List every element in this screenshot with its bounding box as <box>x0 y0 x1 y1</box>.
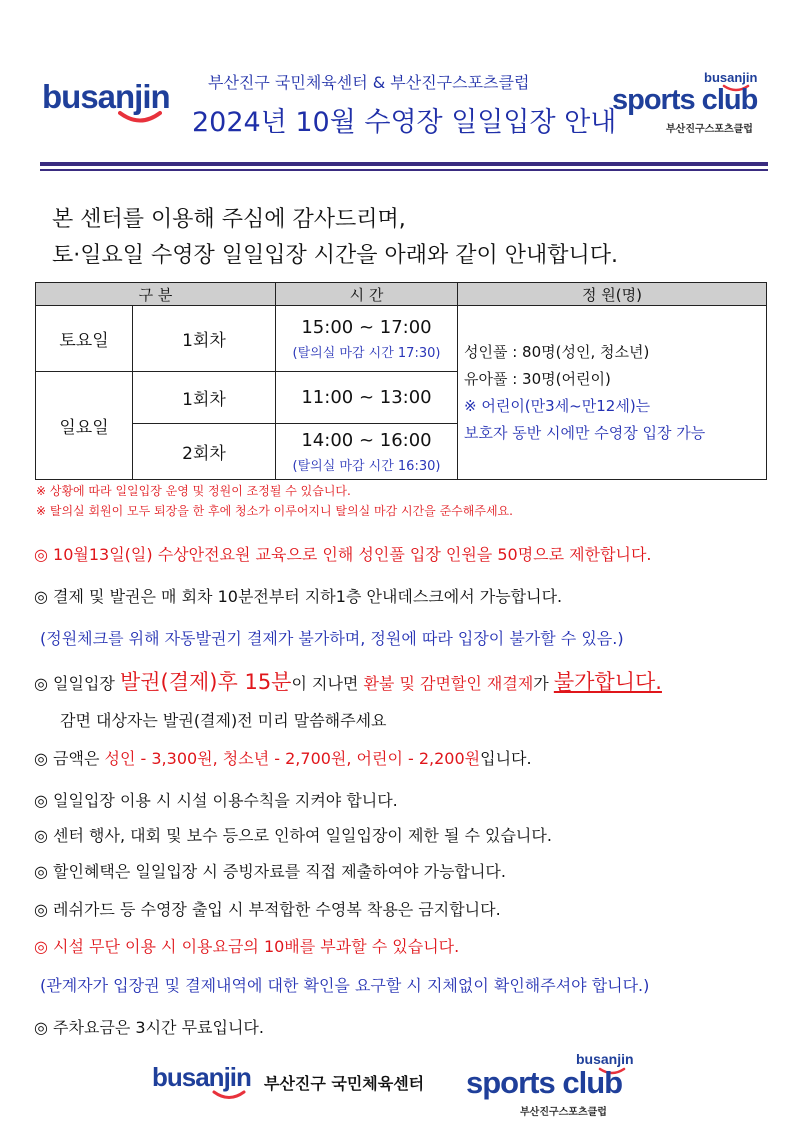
notice-event-restriction: ◎ 센터 행사, 대회 및 보수 등으로 인하여 일일입장이 제한 될 수 있습니다. <box>34 826 552 845</box>
sunday-label: 일요일 <box>36 372 133 480</box>
header-subtitle: 부산진구 국민체육센터 & 부산진구스포츠클럽 <box>208 73 530 92</box>
footer-sports-club-text: sports club <box>466 1065 623 1100</box>
sunday-round-1: 1회차 <box>133 372 276 424</box>
saturday-time-cell <box>276 306 458 372</box>
notice-swim-restriction: ◎ 10월13일(일) 수상안전요원 교육으로 인해 성인풀 입장 인원을 50명으로 제한합니다. <box>34 545 652 564</box>
notice-swimwear: ◎ 레쉬가드 등 수영장 출입 시 부적합한 수영복 착용은 금지합니다. <box>34 900 501 919</box>
notice-penalty-sub: (관계자가 입장권 및 결제내역에 대한 확인을 요구할 시 지체없이 확인해주셔야 합니다.) <box>40 976 650 995</box>
notice-penalty: ◎ 시설 무단 이용 시 이용요금의 10배를 부과할 수 있습니다. <box>34 937 460 956</box>
notice-price-values: 성인 - 3,300원, 청소년 - 2,700원, 어린이 - 2,200원 <box>104 749 481 768</box>
sunday-time-2: 14:00 ~ 16:00 <box>301 429 432 451</box>
header-divider-thin <box>40 169 768 171</box>
header-divider-thick <box>40 162 768 166</box>
notice-refund-part-a: ◎ 일일입장 <box>34 674 120 693</box>
capacity-kid: 유아풀 : 30명(어린이) <box>464 369 611 388</box>
notice-price-suffix: 입니다. <box>480 749 532 768</box>
capacity-note-1: ※ 어린이(만3세~만12세)는 <box>464 396 651 415</box>
notice-refund-time-limit: 발권(결제)후 15분 <box>119 670 292 694</box>
table-header-capacity: 정 원(명) <box>458 283 767 306</box>
notice-rules: ◎ 일일입장 이용 시 시설 이용수칙을 지켜야 합니다. <box>34 791 398 810</box>
capacity-adult: 성인풀 : 80명(성인, 청소년) <box>464 342 650 361</box>
notice-discount: ◎ 할인혜택은 일일입장 시 증빙자료를 직접 제출하여야 가능합니다. <box>34 862 506 881</box>
footer-center-name: 부산진구 국민체육센터 <box>264 1074 425 1093</box>
intro-line-1: 본 센터를 이용해 주심에 감사드리며, <box>52 207 406 232</box>
notice-refund <box>34 666 662 696</box>
table-header-category: 구 분 <box>36 283 276 306</box>
table-header-time: 시 간 <box>276 283 458 306</box>
sunday-time-cell-2 <box>276 424 458 480</box>
footer-sports-club-small-text: busanjin <box>576 1051 634 1067</box>
saturday-time-1: 15:00 ~ 17:00 <box>301 316 432 338</box>
notice-payment-sub: (정원체크를 위해 자동발권기 결제가 불가하며, 정원에 따라 입장이 불가할 수 있음.) <box>40 629 624 648</box>
page-title: 2024년 10월 수영장 일일입장 안내 <box>192 107 617 138</box>
sunday-time-1-text: 11:00 ~ 13:00 <box>301 387 432 408</box>
footnote-1: ※ 상황에 따라 일일입장 운영 및 정원이 조정될 수 있습니다. <box>36 484 351 498</box>
notice-price <box>34 746 532 769</box>
sports-club-logo-right <box>612 70 772 135</box>
sunday-round-2: 2회차 <box>133 424 276 480</box>
notice-refund-part-e: 가 <box>533 674 554 693</box>
table-row-saturday <box>36 306 767 372</box>
intro-line-2: 토·일요일 수영장 일일입장 시간을 아래와 같이 안내합니다. <box>52 243 618 268</box>
footer-smile-mark <box>212 1090 246 1102</box>
schedule-table <box>35 282 767 480</box>
notice-price-prefix: ◎ 금액은 <box>34 749 105 768</box>
table-header-row <box>36 283 767 306</box>
busanjin-logo-left: busanjin <box>42 78 170 115</box>
capacity-cell <box>458 306 767 480</box>
sports-club-logo-small-text: busanjin <box>704 70 758 85</box>
saturday-label: 토요일 <box>36 306 133 372</box>
notice-payment: ◎ 결제 및 발권은 매 회차 10분전부터 지하1층 안내데스크에서 가능합니다. <box>34 587 563 606</box>
notice-refund-not-allowed: 불가합니다. <box>553 670 662 694</box>
notice-refund-sub: 감면 대상자는 발권(결제)전 미리 말씀해주세요 <box>60 711 387 730</box>
smile-logo-mark <box>118 110 162 126</box>
footer <box>0 1045 800 1131</box>
saturday-locker-close-note: (탈의실 마감 시간 17:30) <box>292 345 441 361</box>
saturday-round-1: 1회차 <box>133 306 276 372</box>
sunday-locker-close-note: (탈의실 마감 시간 16:30) <box>292 458 441 474</box>
notice-parking: ◎ 주차요금은 3시간 무료입니다. <box>34 1018 264 1037</box>
capacity-note-2: 보호자 동반 시에만 수영장 입장 가능 <box>464 423 706 442</box>
footer-sports-club-subtext: 부산진구스포츠클럽 <box>520 1107 607 1118</box>
sports-club-logo-subtext: 부산진구스포츠클럽 <box>666 124 753 135</box>
footer-sports-club-logo <box>466 1051 636 1121</box>
header <box>0 0 800 180</box>
footnote-2: ※ 탈의실 회원이 모두 퇴장을 한 후에 청소가 이루어지니 탈의실 마감 시간을 준수해주세요. <box>36 504 513 518</box>
notice-refund-part-c: 이 지나면 <box>291 674 364 693</box>
sunday-time-1 <box>276 372 458 424</box>
footer-busanjin-logo: busanjin <box>152 1062 251 1092</box>
sports-club-logo-text: sports club <box>612 84 758 116</box>
notice-refund-subject: 환불 및 감면할인 재결제 <box>363 674 534 693</box>
